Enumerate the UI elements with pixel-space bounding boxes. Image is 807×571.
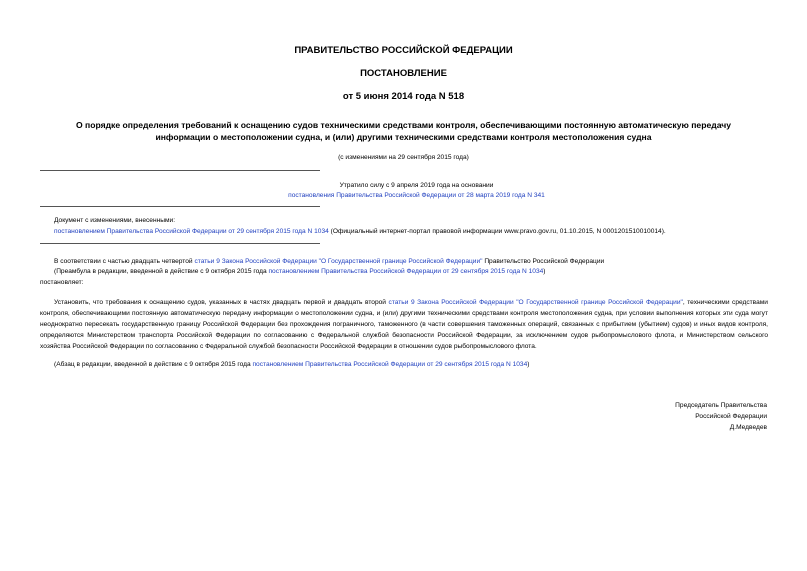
body-note-before: (Абзац в редакции, введенной в действие с 9 октября 2015 года	[54, 361, 253, 368]
divider	[40, 170, 320, 171]
body-note-link[interactable]: постановлением Правительства Российской Федерации от 29 сентября 2015 года N 1034	[252, 361, 528, 368]
preamble-line	[54, 257, 604, 267]
preamble-note	[54, 267, 545, 277]
document-type: ПОСТАНОВЛЕНИЕ	[360, 68, 447, 79]
signature-position: Председатель Правительства	[675, 402, 767, 409]
document-title-line-1: О порядке определения требований к оснащению судов техническими средствами контроля, обеспечивающими постоянную автоматическую передачу	[75, 120, 732, 130]
expired-link[interactable]: постановления Правительства Российской Федерации от 28 марта 2019 года N 341	[288, 192, 545, 199]
preamble-note-before: (Преамбула в редакции, введенной в действие с 9 октября 2015 года	[54, 268, 269, 275]
preamble-note-after: )	[543, 268, 546, 275]
preamble-note-link[interactable]: постановлением Правительства Российской Федерации от 29 сентября 2015 года N 1034	[268, 268, 544, 275]
expired-line: Утратило силу с 9 апреля 2019 года на основании	[339, 182, 494, 189]
main-paragraph	[40, 297, 768, 352]
document-title-line-2: информации о местоположении судна, и (или) другими техническими средствами контроля местоположения судна	[155, 132, 652, 142]
authority-heading: ПРАВИТЕЛЬСТВО РОССИЙСКОЙ ФЕДЕРАЦИИ	[294, 45, 513, 56]
signature-country: Российской Федерации	[695, 413, 767, 420]
preamble-law-link[interactable]: статьи 9 Закона Российской Федерации "О Государственной границе Российской Федерации"	[194, 258, 483, 265]
body-note-after: )	[527, 361, 530, 368]
decides-text: постановляет:	[40, 279, 84, 286]
body-note	[54, 360, 529, 370]
amendments-source: (Официальный интернет-портал правовой информации www.pravo.gov.ru, 01.10.2015, N 0001201510010014).	[328, 228, 666, 235]
signature-name: Д.Медведев	[729, 424, 767, 431]
divider	[40, 206, 320, 207]
amendments-line	[54, 227, 666, 237]
changes-note: (с изменениями на 29 сентября 2015 года)	[338, 154, 469, 161]
body-text-after: , техническими средствами контроля, обеспечивающими постоянную автоматическую передачу информации о местоположении судна, и (или) другими техническими средствами контроля местоположения судна, при условии выполнения которых эти суда могут неоднократно пересекать государственную границу Российской Федерации без прохождения пограничного, таможенного (в части совершения таможенных операций, связанных с прибытием (убытием) судов) и иных видов контроля, определяются Министерством транспорта Российской Федерации по согласованию с Федеральной службой безопасности Российской Федерации, за исключением судов рыбопромыслового флота, и Министерством сельского хозяйства Российской Федерации по согласованию с Федеральной службой безопасности Российской Федерации в отношении судов рыбопромыслового флота.	[40, 299, 768, 351]
document-date-number: от 5 июня 2014 года N 518	[342, 91, 465, 102]
body-law-link[interactable]: статьи 9 Закона Российской Федерации "О Государственной границе Российской Федерации"	[388, 299, 683, 306]
preamble-text-before: В соответствии с частью двадцать четвертой	[54, 258, 195, 265]
amendments-link[interactable]: постановлением Правительства Российской Федерации от 29 сентября 2015 года N 1034	[54, 228, 329, 235]
body-text-before: Установить, что требования к оснащению судов, указанных в частях двадцать первой и двадцать второй	[54, 299, 389, 306]
divider	[40, 243, 320, 244]
amendments-label: Документ с изменениями, внесенными:	[54, 217, 176, 224]
preamble-text-after: Правительство Российской Федерации	[482, 258, 605, 265]
